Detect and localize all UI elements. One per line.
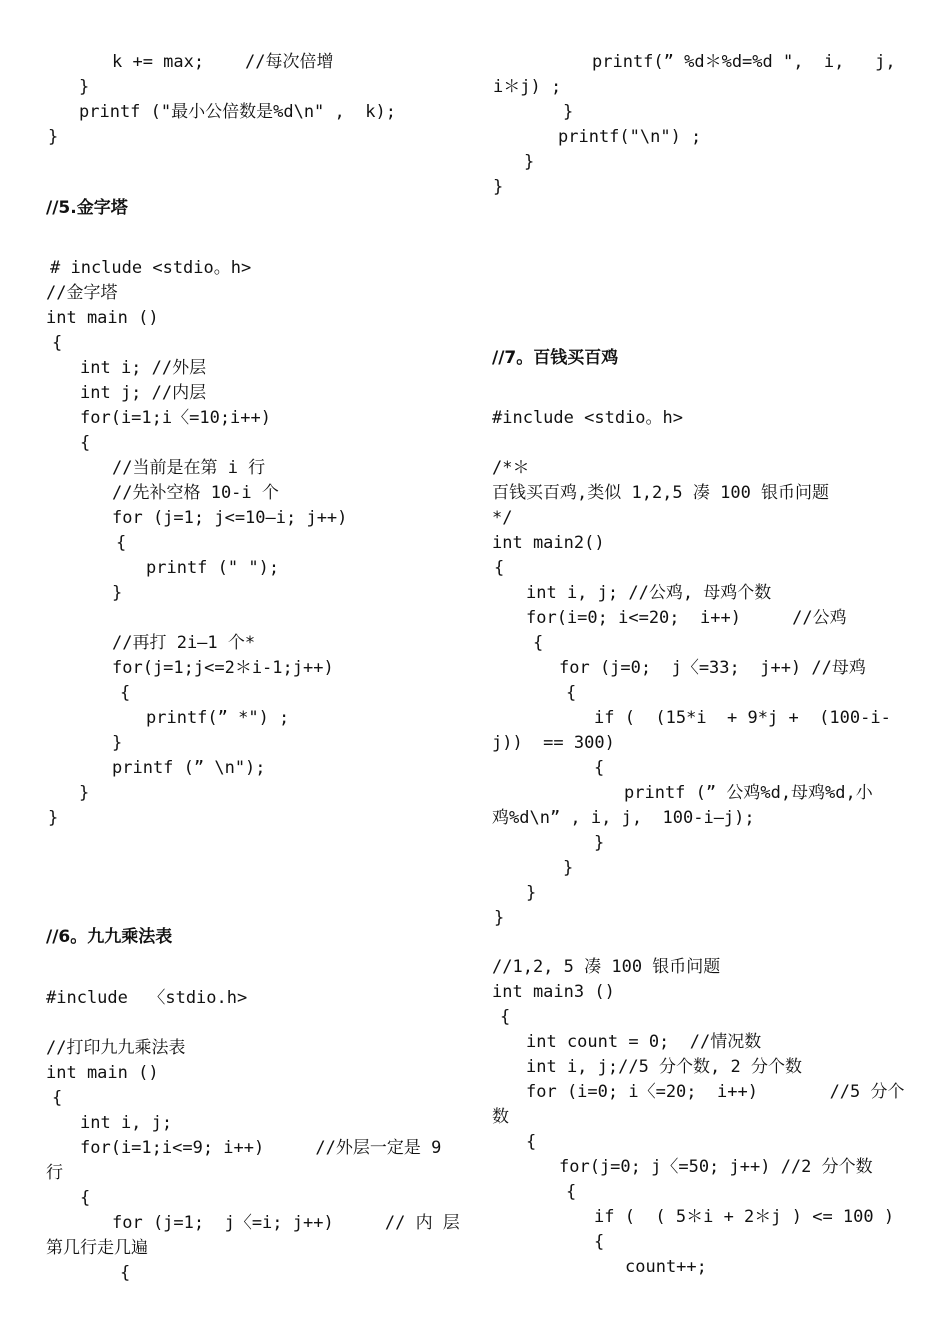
right-code-line: printf("\n") ; bbox=[558, 127, 702, 147]
left-code-line: } bbox=[48, 808, 59, 828]
right-code-line: { bbox=[566, 1182, 577, 1202]
right-code-line: } bbox=[563, 102, 574, 122]
right-code-line: } bbox=[524, 152, 535, 172]
left-code-line: { bbox=[52, 333, 63, 353]
left-code-line: #include 〈stdio.h> bbox=[46, 988, 248, 1008]
right-code-line: } bbox=[526, 883, 537, 903]
left-code-line: k += max; //每次倍增 bbox=[112, 52, 334, 72]
right-code-line: count++; bbox=[625, 1257, 707, 1277]
left-code-line: } bbox=[48, 127, 59, 147]
right-code-line: int main2() bbox=[492, 533, 605, 553]
right-code-line: { bbox=[533, 633, 544, 653]
left-code-line: printf (" "); bbox=[146, 558, 280, 578]
right-code-line: */ bbox=[492, 508, 513, 528]
left-code-line: } bbox=[79, 77, 90, 97]
left-code-line: int i, j; bbox=[80, 1113, 173, 1133]
left-code-line: int main () bbox=[46, 1063, 159, 1083]
right-code-line: i＊j) ; bbox=[493, 77, 562, 97]
left-code-line: //当前是在第 i 行 bbox=[112, 458, 266, 478]
section-heading-pyramid: //5.金字塔 bbox=[46, 198, 128, 218]
left-code-line: 第几行走几遍 bbox=[46, 1238, 148, 1258]
left-code-line: for (j=1; j<=10—i; j++) bbox=[112, 508, 348, 528]
left-code-line: int main () bbox=[46, 308, 159, 328]
left-code-line: { bbox=[116, 533, 127, 553]
right-code-line: #include <stdio。h> bbox=[492, 408, 683, 428]
right-code-line: int main3 () bbox=[492, 982, 615, 1002]
right-code-line: 数 bbox=[492, 1107, 509, 1127]
right-code-line: if ( (15*i + 9*j + (100-i- bbox=[594, 708, 891, 728]
right-code-line: printf (” 公鸡%d,母鸡%d,小 bbox=[624, 783, 873, 803]
left-code-line: printf (” \n"); bbox=[112, 758, 266, 778]
right-code-line: { bbox=[594, 758, 605, 778]
right-code-line: //1,2, 5 凑 100 银币问题 bbox=[492, 957, 721, 977]
right-code-line: { bbox=[494, 558, 505, 578]
left-code-line: //金字塔 bbox=[46, 283, 118, 303]
section-heading-multiplication-table: //6。九九乘法表 bbox=[46, 927, 173, 947]
left-code-line: { bbox=[52, 1088, 63, 1108]
left-code-line: int i; //外层 bbox=[80, 358, 207, 378]
left-code-line: for(i=1;i〈=10;i++) bbox=[80, 408, 271, 428]
left-code-line: } bbox=[112, 583, 123, 603]
left-code-line: { bbox=[80, 1188, 91, 1208]
left-code-line: # include <stdio。h> bbox=[50, 258, 252, 278]
left-code-line: } bbox=[112, 733, 123, 753]
section-heading-hundred-chickens: //7。百钱买百鸡 bbox=[492, 348, 619, 368]
right-code-line: printf(” %d＊%d=%d ", i, j, bbox=[592, 52, 896, 72]
left-code-line: printf ("最小公倍数是%d\n" , k); bbox=[79, 102, 396, 122]
left-code-line: { bbox=[120, 683, 131, 703]
right-code-line: } bbox=[594, 833, 605, 853]
right-code-line: } bbox=[493, 177, 504, 197]
right-code-line: } bbox=[563, 858, 574, 878]
left-code-line: } bbox=[79, 783, 90, 803]
right-code-line: int count = 0; //情况数 bbox=[526, 1032, 762, 1052]
left-code-line: //打印九九乘法表 bbox=[46, 1038, 186, 1058]
right-code-line: if ( ( 5＊i + 2＊j ) <= 100 ) bbox=[594, 1207, 895, 1227]
right-code-line: j)) == 300) bbox=[492, 733, 615, 753]
left-code-line: //先补空格 10-i 个 bbox=[112, 483, 279, 503]
right-code-line: { bbox=[594, 1232, 605, 1252]
right-code-line: for (j=0; j〈=33; j++) //母鸡 bbox=[559, 658, 866, 678]
right-code-line: int i, j; //公鸡, 母鸡个数 bbox=[526, 583, 772, 603]
left-code-line: 行 bbox=[46, 1163, 63, 1183]
left-code-line: for(i=1;i<=9; i++) //外层一定是 9 bbox=[80, 1138, 442, 1158]
right-code-line: { bbox=[566, 683, 577, 703]
left-code-line: { bbox=[80, 433, 91, 453]
left-code-line: //再打 2i—1 个* bbox=[112, 633, 256, 653]
left-code-line: for(j=1;j<=2＊i-1;j++) bbox=[112, 658, 334, 678]
right-code-line: { bbox=[526, 1132, 537, 1152]
right-code-line: 百钱买百鸡,类似 1,2,5 凑 100 银币问题 bbox=[492, 483, 830, 503]
right-code-line: for(i=0; i<=20; i++) //公鸡 bbox=[526, 608, 847, 628]
left-code-line: { bbox=[120, 1263, 131, 1283]
right-code-line: 鸡%d\n” , i, j, 100-i—j); bbox=[492, 808, 755, 828]
left-code-line: printf(” *") ; bbox=[146, 708, 290, 728]
right-code-line: { bbox=[500, 1007, 511, 1027]
right-code-line: for (i=0; i〈=20; i++) //5 分个 bbox=[526, 1082, 905, 1102]
right-code-line: for(j=0; j〈=50; j++) //2 分个数 bbox=[559, 1157, 873, 1177]
right-code-line: int i, j;//5 分个数, 2 分个数 bbox=[526, 1057, 802, 1077]
left-code-line: for (j=1; j〈=i; j++) // 内 层 bbox=[112, 1213, 460, 1233]
right-code-line: /*＊ bbox=[492, 458, 530, 478]
right-code-line: } bbox=[494, 908, 505, 928]
left-code-line: int j; //内层 bbox=[80, 383, 207, 403]
